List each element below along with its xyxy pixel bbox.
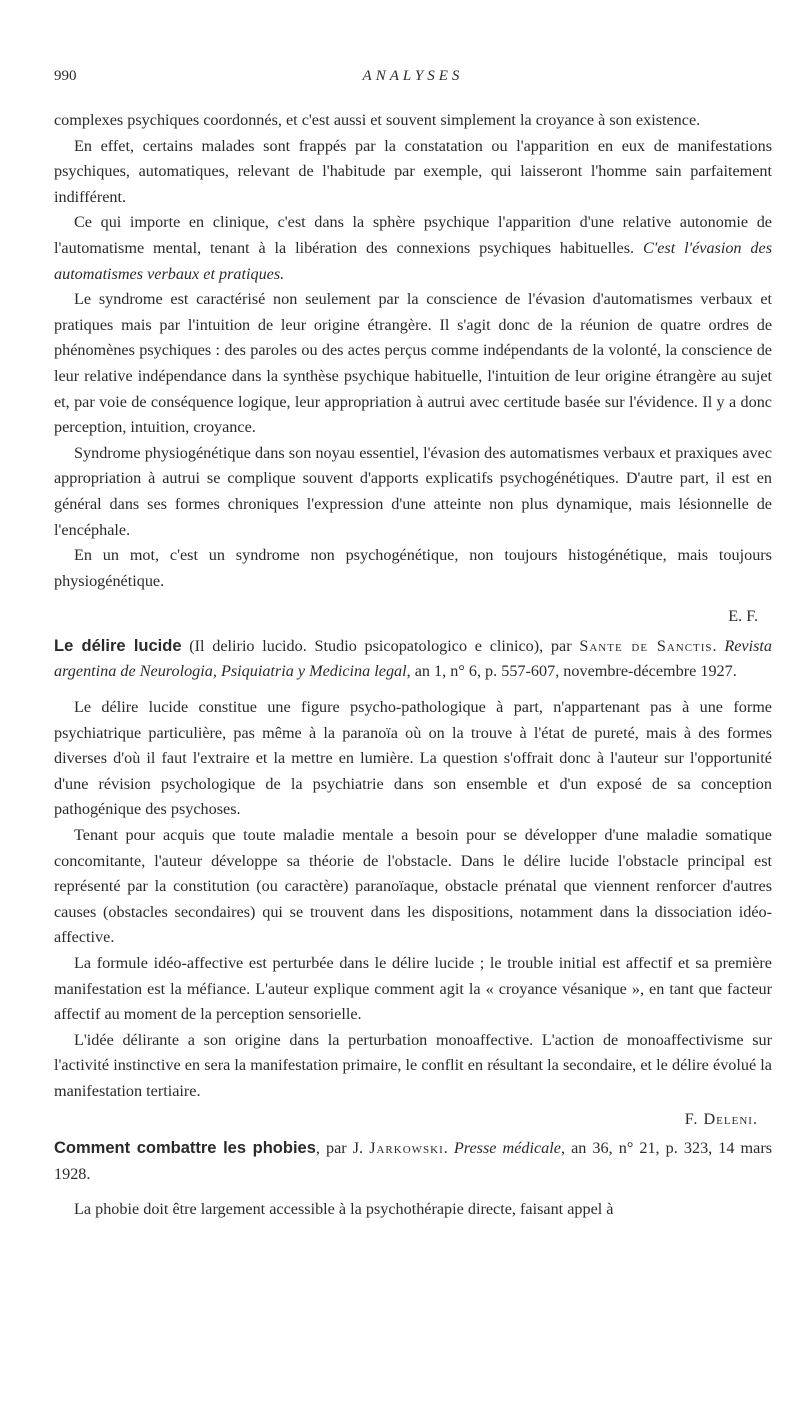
review-by: , par J. bbox=[315, 1139, 370, 1158]
review-journal: Presse médicale bbox=[453, 1139, 561, 1158]
paragraph: En un mot, c'est un syndrome non psychogénétique, non toujours histogénétique, mais toujours physiogénétique. bbox=[54, 546, 772, 590]
review-title: Comment combattre les phobies bbox=[54, 1139, 316, 1158]
signature: F. Deleni. bbox=[684, 1109, 758, 1128]
review-heading bbox=[54, 634, 772, 685]
review-heading bbox=[54, 1136, 772, 1187]
paragraph: La formule idéo-affective est perturbée dans le délire lucide ; le trouble initial est affectif et sa première manifestation est la méfiance. L'auteur explique comment agit la « croyance vésanique », en tant que facteur affectif au moment de la perception sensorielle. bbox=[54, 954, 772, 1024]
page-number: 990 bbox=[54, 68, 77, 84]
paragraph: Tenant pour acquis que toute maladie mentale a besoin pour se développer d'une maladie somatique concomitante, l'auteur développe sa théorie de l'obstacle. Dans le délire lucide l'obstacle principal est représenté par la constitution (ou caractère) paranoïaque, obstacle prénatal que viennent renforcer d'autres causes (obstacles secondaires) qui se trouvent dans les dispositions, notamment dans la dissociation idéo-affective. bbox=[54, 826, 772, 947]
review-separator: . bbox=[712, 636, 725, 655]
article-body bbox=[54, 108, 772, 1223]
review-separator: . bbox=[443, 1139, 454, 1158]
review-author: Sante de Sanctis bbox=[579, 636, 713, 655]
spacer bbox=[54, 1187, 772, 1197]
review-title: Le délire lucide bbox=[54, 636, 182, 655]
review-journal: Revista argentina de Neurologia, Psiquiatria y Medicina legal bbox=[54, 636, 772, 681]
running-head bbox=[54, 68, 772, 88]
header-title: ANALYSES bbox=[362, 68, 464, 84]
review-subtitle: (Il delirio lucido. Studio psicopatologico e clinico), par bbox=[181, 636, 580, 655]
spacer bbox=[54, 685, 772, 695]
paragraph: Le délire lucide constitue une figure psycho-pathologique à part, n'appartenant pas à une forme psychiatrique particulière, pas même à la paranoïa où on la trouve à l'état de pureté, mais à des formes diverses d'où il faut l'extraire et la mettre en lumière. La question s'offrait donc à l'auteur sur l'opportunité d'une révision psychologique de la psychiatrie dans son ensemble et d'un exposé de sa conception pathogénique des psychoses. bbox=[54, 698, 772, 819]
text-span: Ce qui importe en clinique, c'est dans la sphère psychique l'apparition d'une relative autonomie de l'automatisme mental, tenant à la libération des connexions psychiques habituelles. bbox=[54, 213, 772, 257]
paragraph: L'idée délirante a son origine dans la perturbation monoaffective. L'action de monoaffectivisme sur l'activité instinctive en sera la manifestation primaire, le conflit en résultant la secondaire, et le délire évolué la manifestation tertiaire. bbox=[54, 1030, 772, 1100]
paragraph bbox=[54, 210, 772, 287]
paragraph: complexes psychiques coordonnés, et c'est aussi et souvent simplement la croyance à son existence. bbox=[54, 111, 701, 129]
review-details: , an 36, n° 21, p. 323, 14 mars 1928. bbox=[54, 1139, 773, 1183]
signature: E. F. bbox=[728, 607, 758, 626]
paragraph: En effet, certains malades sont frappés par la constatation ou l'apparition en eux de manifestations psychiques, automatiques, relevant de l'habitude par exemple, qui laisseront l'homme sain parfaitement indifférent. bbox=[54, 136, 772, 206]
paragraph: La phobie doit être largement accessible à la psychothérapie directe, faisant appel à bbox=[74, 1200, 614, 1219]
paragraph: Le syndrome est caractérisé non seulement par la conscience de l'évasion d'automatismes verbaux et pratiques mais par l'intuition de leur origine étrangère. Il s'agit donc de la réunion de quatre ordres de phénomènes psychiques : des paroles ou des actes perçus comme indépendants de la volonté, la conscience de leur relative indépendance dans la synthèse psychique habituelle, l'intuition de leur origine étrangère au sujet et, par voie de conséquence logique, leur appropriation à autrui avec certitude basée sur l'évidence. Il y a donc perception, intuition, croyance. bbox=[54, 290, 772, 437]
review-author: Jarkowski bbox=[369, 1139, 444, 1158]
italic-text: C'est l'évasion des automatismes verbaux et pratiques. bbox=[54, 238, 772, 283]
paragraph: Syndrome physiogénétique dans son noyau essentiel, l'évasion des automatismes verbaux et praxiques avec appropriation à autrui se complique souvent d'apports explicatifs psychogénétiques. D'autre part, il est en général dans ses formes chroniques l'expression d'une atteinte non plus dynamique, mais lésionnelle de l'encéphale. bbox=[54, 443, 772, 539]
review-details: , an 1, n° 6, p. 557-607, novembre-décembre 1927. bbox=[406, 662, 737, 681]
